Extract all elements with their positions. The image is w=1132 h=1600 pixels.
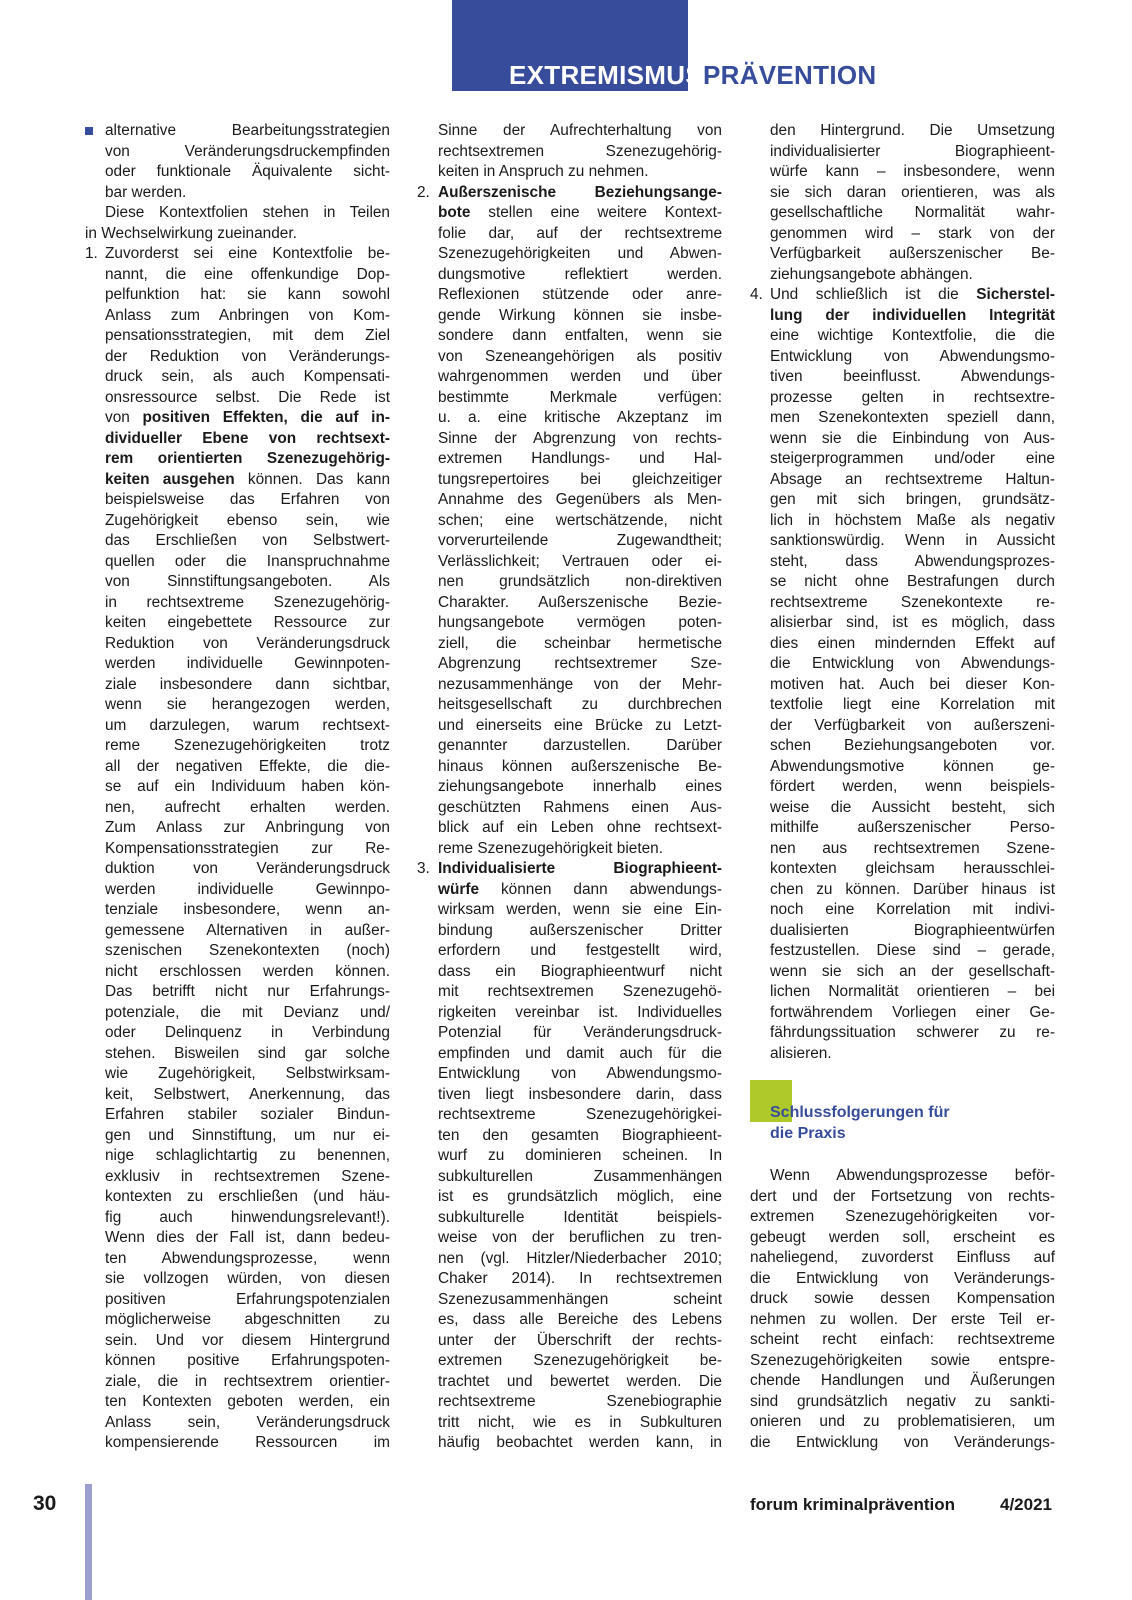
- text-line: Szenezugehörigkeiten und Abwen-: [438, 245, 722, 262]
- text-line: steht, dass Abwendungsprozes-: [770, 552, 1055, 570]
- text-line: druck sein, als auch Kompensati-: [105, 368, 390, 385]
- text-line: subkulturelle Identität beispiels-: [438, 1208, 722, 1226]
- text-line: Absage an rechtsextreme Haltun-: [770, 470, 1055, 488]
- text-line: Wenn Abwendungsprozesse beför-: [770, 1167, 1055, 1184]
- page-number: 30: [33, 1492, 57, 1515]
- text-line: oder funktionale Äquivalente sicht-: [105, 163, 390, 180]
- text-line: werden individuelle Gewinnpoten-: [105, 655, 390, 672]
- text-line: dungsmotive reflektiert werden.: [438, 265, 722, 283]
- text-line: gen mit sich bringen, grundsätz-: [770, 491, 1055, 508]
- text-line: naheliegend, zuvorderst Einfluss auf: [750, 1249, 1055, 1266]
- text-line: trachtet und bewertet werden. Die: [438, 1372, 722, 1390]
- text-line: den Hintergrund. Die Umsetzung: [770, 122, 1055, 139]
- text-line: Abwendungsmotive können ge-: [770, 757, 1055, 775]
- text-line: reme Szenezugehörigkeiten trotz: [105, 737, 390, 754]
- text-line: fördert werden, wenn beispiels-: [770, 778, 1055, 795]
- text-line: die Entwicklung von Veränderungs-: [750, 1269, 1055, 1287]
- text-line: kompensierende Ressourcen im: [105, 1434, 390, 1451]
- list-number: 4.: [750, 286, 763, 303]
- text-line: [417, 859, 722, 880]
- text-line: wenn sie sich an der gesellschaft-: [770, 962, 1055, 980]
- section-heading-line2: die Praxis: [770, 1124, 846, 1142]
- bold-text: Sicherstel-: [976, 286, 1055, 303]
- text-line: Chaker 2014). In rechtsextremen: [438, 1270, 722, 1287]
- text-line: subkulturellen Zusammenhängen: [438, 1167, 722, 1185]
- text-line: Wenn dies der Fall ist, dann bedeu-: [105, 1229, 390, 1246]
- text-line: kontexten gleichsam herausschlei-: [770, 860, 1055, 877]
- text-line: Verlässlichkeit; Vertrauen oder ei-: [438, 552, 722, 570]
- text-line: onieren und zu problematisieren, um: [750, 1413, 1055, 1430]
- text-line: wenn sie herangezogen werden,: [105, 696, 390, 713]
- text-line: rigkeiten vereinbar ist. Individuelles: [438, 1003, 722, 1021]
- text-line: stehen. Bisweilen sind gar solche: [105, 1044, 390, 1062]
- text-line: positiven Erfahrungspotenzialen: [105, 1290, 390, 1308]
- text-line: die Entwicklung von Veränderungs-: [750, 1433, 1055, 1451]
- text-line: folie dar, auf der rechtsextreme: [438, 224, 722, 242]
- text-line: nen, aufrecht erhalten werden.: [105, 798, 390, 816]
- text-line: [750, 306, 1055, 327]
- text-line: gen und Sinnstiftung, um nur ei-: [105, 1126, 390, 1144]
- text-line: Potenzial für Veränderungsdruck-: [438, 1024, 722, 1041]
- text-line: noch eine Korrelation mit indivi-: [770, 901, 1055, 918]
- text-line: Szenezugehörigkeiten sowie entspre-: [750, 1351, 1055, 1369]
- text-line: fig auch hinwendungsrelevant!).: [105, 1208, 390, 1226]
- text-line: dass ein Biographieentwurf nicht: [438, 962, 722, 980]
- paragraph: [750, 121, 1055, 285]
- text-line: dert und der Fortsetzung von rechts-: [750, 1187, 1055, 1205]
- publication-name: forum kriminalprävention: [750, 1495, 955, 1514]
- text-line: nige schlaglichtartig zu benennen,: [105, 1147, 390, 1164]
- text-line: nicht erschlossen werden können.: [105, 962, 390, 980]
- text-line: Verfügbarkeit außerszenischer Be-: [770, 245, 1055, 262]
- text-line: druck sowie dessen Kompensation: [750, 1290, 1055, 1307]
- text-line: bestimmte Merkmale verfügen:: [438, 388, 722, 406]
- text-line: sie sich daran orientieren, was als: [770, 183, 1055, 201]
- text-line: möglicherweise abgeschnitten zu: [105, 1311, 390, 1328]
- bold-text: Individualisierte Biographieent-: [438, 860, 722, 877]
- text-line: gebeugt werden soll, erscheint es: [750, 1228, 1055, 1246]
- text-line: der Verfügbarkeit von außerszeni-: [770, 716, 1055, 734]
- section-heading-line1: Schlussfolgerungen für: [770, 1104, 950, 1121]
- text-line: nezusammenhänge von der Mehr-: [438, 675, 722, 693]
- section-header: [509, 60, 876, 91]
- text-line: ziale insbesondere dann sichtbar,: [105, 675, 390, 693]
- text-line: rechtsextreme Szenebiographie: [438, 1393, 722, 1410]
- text-line: lich in höchstem Maße als negativ: [770, 511, 1055, 529]
- text-line: Annahme des Gegenübers als Men-: [438, 491, 722, 508]
- paragraph: [417, 183, 722, 860]
- section-heading: [770, 1103, 950, 1144]
- text-line: ten Kontexten geboten werden, ein: [105, 1393, 390, 1410]
- text-line: ziehungsangebote innerhalb eines: [438, 778, 722, 795]
- text-line: Reduktion von Veränderungsdruck: [105, 634, 390, 652]
- bullet-icon: [85, 127, 93, 135]
- text-line: weise von der beruflichen zu tren-: [438, 1229, 722, 1246]
- text-line: Anlass sein, Veränderungsdruck: [105, 1413, 390, 1431]
- text-line: ziehungsangebote abhängen.: [770, 265, 973, 283]
- bold-text: rem orientierten Szenezugehörig-: [105, 450, 390, 467]
- text-line: schen Beziehungsangeboten vor.: [770, 737, 1055, 754]
- text-line: motiven hat. Auch bei dieser Kon-: [770, 675, 1055, 693]
- text-line: rechtsextreme Szenezugehörigkei-: [438, 1106, 722, 1123]
- text-line: Anlass zum Anbringen von Kom-: [105, 306, 390, 324]
- text-column-3: [750, 121, 1055, 1064]
- text-line: es, dass alle Bereiche des Lebens: [438, 1311, 722, 1328]
- text-line: von Szeneangehörigen als positiv: [438, 347, 722, 365]
- bold-text: bote: [438, 204, 471, 221]
- text-line: empfinden und damit auch für die: [438, 1044, 722, 1062]
- text-line: onsressource selbst. Die Rede ist: [105, 388, 390, 406]
- paragraph: [417, 121, 722, 183]
- text-line: pelfunktion hat: sie kann sowohl: [105, 286, 390, 303]
- paragraph: [85, 203, 390, 244]
- text-line: mithilfe außerszenischer Perso-: [770, 819, 1055, 836]
- text-line: [85, 429, 390, 450]
- text-line: reme Szenezugehörigkeit bieten.: [438, 839, 664, 857]
- text-line: gesellschaftliche Normalität wahr-: [770, 204, 1055, 221]
- text-line: extremen Szenezugehörigkeit be-: [438, 1352, 722, 1369]
- text-line: der Reduktion von Veränderungs-: [105, 347, 390, 365]
- text-line: bindung außerszenischer Dritter: [438, 921, 722, 939]
- text-line: und einerseits eine Brücke zu Letzt-: [438, 716, 722, 734]
- text-line: Kompensationsstrategien zur Re-: [105, 839, 390, 857]
- text-line: würfe können dann abwendungs-: [438, 880, 722, 898]
- text-line: tritt nicht, wie es in Subkulturen: [438, 1413, 722, 1431]
- text-line: von Veränderungsdruckempfinden: [105, 142, 390, 160]
- text-line: oder Delinquenz in Verbindung: [105, 1024, 390, 1041]
- text-line: individualisierter Biographieent-: [770, 142, 1055, 160]
- text-line: eine wichtige Kontextfolie, die die: [770, 327, 1055, 344]
- text-line: Sinne der Aufrechterhaltung von: [438, 122, 722, 139]
- text-line: ziell, die scheinbar hermetische: [438, 634, 722, 652]
- text-line: das Erschließen von Selbstwert-: [105, 532, 390, 549]
- text-line: beispielsweise das Erfahren von: [105, 491, 390, 508]
- bold-text: lung der individuellen Integrität: [770, 306, 1055, 324]
- text-line: tiven beeinflusst. Abwendungs-: [770, 368, 1055, 385]
- text-line: rechtsextremen Szenezugehörig-: [438, 142, 722, 160]
- text-line: heitsgesellschaft zu durchbrechen: [438, 696, 722, 713]
- text-line: nen aus rechtsextremen Szene-: [770, 839, 1055, 857]
- text-line: alternative Bearbeitungsstrategien: [105, 122, 390, 139]
- text-line: steigerprogrammen und/oder eine: [770, 450, 1055, 467]
- text-line: potenziale, die mit Devianz und/: [105, 1003, 390, 1021]
- text-line: wie Zugehörigkeit, Selbstwirksam-: [105, 1065, 390, 1082]
- text-line: lichen Normalität orientieren – bei: [770, 983, 1055, 1000]
- text-line: men Szenekontexten speziell dann,: [770, 409, 1055, 426]
- text-line: vorverurteilende Zugewandtheit;: [438, 532, 722, 549]
- text-line: tungsrepertoires bei gleichzeitiger: [438, 470, 722, 488]
- text-line: se nicht ohne Bestrafungen durch: [770, 573, 1055, 590]
- text-line: tiven liegt insbesondere darin, dass: [438, 1085, 722, 1103]
- text-line: szenischen Szenekontexten (noch): [105, 942, 390, 959]
- text-line: kontexten zu erschließen (und häu-: [105, 1188, 390, 1205]
- text-line: nen (vgl. Hitzler/Niederbacher 2010;: [438, 1249, 722, 1267]
- conclusion-paragraph: [750, 1166, 1055, 1453]
- paragraph: [85, 121, 390, 203]
- text-column-2: [417, 121, 722, 1454]
- text-line: wenn sie die Einbindung von Aus-: [770, 429, 1055, 447]
- text-line: würfe kann – insbesondere, wenn: [770, 163, 1055, 180]
- text-line: erfordern und festgestellt wird,: [438, 942, 722, 959]
- text-line: sanktionswürdig. Wenn in Aussicht: [770, 532, 1055, 549]
- bold-text: Außerszenische Beziehungsange-: [438, 183, 722, 201]
- text-line: Das betrifft nicht nur Erfahrungs-: [105, 983, 390, 1000]
- text-line: sein. Und vor diesem Hintergrund: [105, 1331, 390, 1349]
- text-line: in rechtsextreme Szenezugehörig-: [105, 593, 390, 611]
- text-line: ten den gesamten Biographieent-: [438, 1126, 722, 1144]
- text-line: Charakter. Außerszenische Bezie-: [438, 593, 722, 611]
- text-line: rechtsextreme Szenekontexte re-: [770, 593, 1055, 611]
- text-line: ten Abwendungsprozesse, wenn: [105, 1249, 390, 1267]
- text-line: se auf ein Individuum haben kön-: [105, 778, 390, 795]
- text-line: schen; eine wertschätzende, nicht: [438, 511, 722, 529]
- text-line: Zum Anlass zur Anbringung von: [105, 819, 390, 836]
- text-line: bote stellen eine weitere Kontext-: [438, 204, 722, 221]
- text-line: gende Wirkung können sie insbe-: [438, 306, 722, 324]
- text-line: mit rechtsextremen Szenezugehö-: [438, 983, 722, 1000]
- text-line: genommen wird – stark von der: [770, 224, 1055, 242]
- text-line: weise die Aussicht besteht, sich: [770, 798, 1055, 816]
- text-line: scheint recht einfach: rechtsextreme: [750, 1331, 1055, 1348]
- text-line: Und schließlich ist die Sicherstel-: [770, 286, 1055, 303]
- text-line: sondere dann entfalten, wenn sie: [438, 327, 722, 344]
- text-line: Zugehörigkeit ebenso sein, wie: [105, 511, 390, 529]
- text-line: unter der Überschrift der rechts-: [438, 1331, 722, 1349]
- text-line: textfolie liegt eine Korrelation mit: [770, 696, 1055, 713]
- text-line: [417, 183, 722, 204]
- text-line: nen grundsätzlich non-direktiven: [438, 573, 722, 590]
- text-line: wahrgenommen werden und über: [438, 368, 722, 385]
- section-header-part2: PRÄVENTION: [702, 60, 877, 90]
- text-line: prozesse gelten in rechtsextre-: [770, 388, 1055, 406]
- text-line: Abgrenzung rechtsextremer Sze-: [438, 655, 722, 672]
- list-number: 2.: [417, 183, 430, 201]
- text-line: alisierbar sind, ist es möglich, dass: [770, 614, 1055, 631]
- text-line: wirksam werden, wenn sie eine Ein-: [438, 901, 722, 918]
- text-line: werden individuelle Gewinnpo-: [105, 880, 390, 898]
- text-line: Entwicklung von Abwendungsmo-: [770, 347, 1055, 365]
- text-line: sie vollzogen würden, von diesen: [105, 1270, 390, 1287]
- text-line: nannt, die eine offenkundige Dop-: [105, 265, 390, 283]
- text-line: die Entwicklung von Abwendungs-: [770, 655, 1055, 672]
- text-line: ist es grundsätzlich möglich, eine: [438, 1188, 722, 1205]
- text-line: von Sinnstiftungsangeboten. Als: [105, 573, 390, 590]
- paragraph: [750, 285, 1055, 1064]
- footer-bar: [85, 1484, 92, 1600]
- text-line: festzustellen. Diese sind – gerade,: [770, 942, 1055, 959]
- list-number: 3.: [417, 860, 430, 877]
- text-line: extremen Szenezugehörigkeiten vor-: [750, 1208, 1055, 1225]
- text-line: fortwährendem Vorliegen einer Ge-: [770, 1003, 1055, 1021]
- text-line: häufig beobachtet werden kann, in: [438, 1434, 722, 1451]
- text-line: nehmen zu wollen. Der erste Teil er-: [750, 1310, 1055, 1328]
- text-line: blick auf ein Leben ohne rechtsext-: [438, 819, 722, 836]
- text-line: exklusiv in rechtsextremen Szene-: [105, 1167, 390, 1185]
- text-line: Szenezusammenhängen scheint: [438, 1290, 722, 1308]
- text-line: dualisierten Biographieentwürfen: [770, 921, 1055, 939]
- text-line: von positiven Effekten, die auf in-: [105, 409, 390, 426]
- text-line: quellen oder die Inanspruchnahme: [105, 552, 390, 570]
- text-line: Entwicklung von Abwendungsmo-: [438, 1065, 722, 1082]
- text-line: keiten in Anspruch zu nehmen.: [438, 163, 649, 180]
- text-line: sind grundsätzlich negativ zu sankti-: [750, 1392, 1055, 1410]
- issue-number: 4/2021: [1000, 1495, 1052, 1514]
- text-line: hinaus können außerszenische Be-: [438, 757, 722, 775]
- text-line: gemessene Alternativen in außer-: [105, 921, 390, 939]
- text-line: können positive Erfahrungspoten-: [105, 1352, 390, 1369]
- text-line: tenziale insbesondere, wenn an-: [105, 901, 390, 918]
- list-number: 1.: [85, 245, 98, 262]
- text-line: u. a. eine kritische Akzeptanz im: [438, 409, 722, 426]
- text-line: Zuvorderst sei eine Kontextfolie be-: [105, 245, 390, 262]
- text-line: fährdungssituation schwerer zu re-: [770, 1024, 1055, 1041]
- text-line: genannter darzustellen. Darüber: [438, 737, 722, 754]
- paragraph: [417, 859, 722, 1454]
- text-line: Sinne der Abgrenzung von rechts-: [438, 429, 722, 447]
- text-line: keiten ausgehen können. Das kann: [105, 470, 391, 488]
- text-line: bar werden.: [105, 183, 187, 201]
- text-line: Diese Kontextfolien stehen in Teilen: [105, 204, 390, 221]
- text-line: dies einen mindernden Effekt auf: [770, 634, 1055, 652]
- text-line: um darzulegen, warum rechtsext-: [105, 716, 390, 734]
- text-line: duktion von Veränderungsdruck: [105, 860, 390, 877]
- text-line: [85, 449, 390, 470]
- paragraph: [750, 1166, 1055, 1453]
- text-line: chende Handlungen und Äußerungen: [750, 1372, 1055, 1389]
- text-line: geschützten Rahmens einen Aus-: [438, 798, 722, 816]
- text-line: keiten eingebettete Ressource zur: [105, 614, 390, 631]
- text-line: extremen Handlungs- und Hal-: [438, 450, 722, 467]
- text-line: chen zu können. Darüber hinaus ist: [770, 880, 1055, 898]
- section-header-part1: EXTREMISMUS: [509, 60, 703, 90]
- text-line: in Wechselwirkung zueinander.: [85, 224, 297, 242]
- text-line: all der negativen Effekte, die die-: [105, 757, 390, 775]
- text-line: Erfahren stabiler sozialer Bindun-: [105, 1106, 390, 1123]
- text-line: Reflexionen stützende oder anre-: [438, 286, 722, 303]
- text-line: pensationsstrategien, mit dem Ziel: [105, 327, 390, 344]
- bold-text: dividueller Ebene von rechtsext-: [105, 429, 390, 447]
- text-column-1: [85, 121, 390, 1454]
- text-line: ziale, die in rechtsextrem orientier-: [105, 1372, 390, 1390]
- text-line: wurf zu dominieren scheinen. In: [438, 1147, 722, 1164]
- text-line: keit, Selbstwert, Anerkennung, das: [105, 1085, 390, 1103]
- bold-text: positiven Effekten, die auf in-: [142, 409, 390, 426]
- text-line: hungsangebote vermögen poten-: [438, 614, 722, 631]
- bold-text: keiten ausgehen: [105, 470, 235, 488]
- text-line: alisieren.: [770, 1044, 832, 1062]
- bold-text: würfe: [438, 880, 480, 898]
- paragraph: [85, 244, 390, 1454]
